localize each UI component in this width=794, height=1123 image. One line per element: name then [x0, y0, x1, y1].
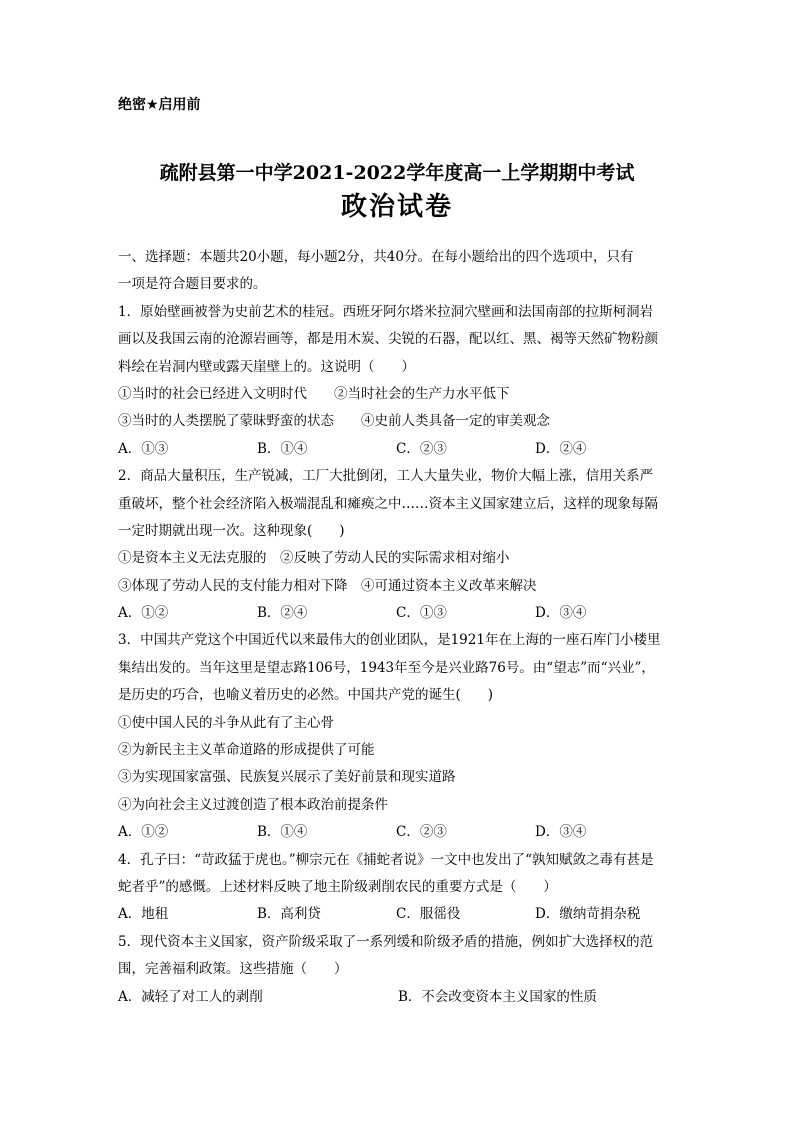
- section-instructions-line1: 一、选择题：本题共20小题，每小题2分，共40分。在每小题给出的四个选项中，只有: [118, 249, 634, 265]
- question-4: [118, 847, 678, 929]
- option-b: B．高利贷: [257, 906, 321, 923]
- option-a: A．减轻了对工人的剥削: [118, 988, 263, 1005]
- option-b: B．不会改变资本主义国家的性质: [398, 988, 597, 1005]
- option-d: D．③④: [535, 824, 587, 841]
- answer-options: [118, 901, 678, 928]
- statement-line: ③体现了劳动人民的支付能力相对下降 ④可通过资本主义改革来解决: [118, 577, 537, 594]
- answer-options: [118, 984, 678, 1011]
- question-1: [118, 299, 678, 463]
- option-a: A．地租: [118, 906, 169, 923]
- question-3: [118, 627, 678, 846]
- statement-line: ③当时的人类摆脱了蒙昧野蛮的状态 ④史前人类具备一定的审美观念: [118, 413, 550, 430]
- option-b: B．②④: [257, 605, 308, 622]
- statement-line: ③为实现国家富强、民族复兴展示了美好前景和现实道路: [118, 769, 456, 786]
- answer-options: [118, 600, 678, 627]
- exam-title: 疏附县第一中学2021-2022学年度高一上学期期中考试: [159, 162, 635, 184]
- option-d: D．②④: [535, 440, 587, 457]
- question-stem-line: 5．现代资本主义国家，资产阶级采取了一系列缓和阶级矛盾的措施，例如扩大选择权的范: [118, 933, 654, 950]
- option-b: B．①④: [257, 440, 308, 457]
- confidential-label: 绝密★启用前: [118, 97, 201, 113]
- statement-line: ④为向社会主义过渡创造了根本政治前提条件: [118, 796, 388, 813]
- question-stem-line: 蛇者乎”的感慨。上述材料反映了地主阶级剥削农民的重要方式是（ ）: [118, 878, 557, 895]
- exam-content: [118, 244, 678, 1011]
- option-a: A．①②: [118, 824, 169, 841]
- question-stem-line: 围，完善福利政策。这些措施（ ）: [118, 961, 348, 978]
- answer-options: [118, 436, 678, 463]
- statement-line: ①是资本主义无法克服的 ②反映了劳动人民的实际需求相对缩小: [118, 550, 510, 567]
- answer-options: [118, 819, 678, 846]
- question-stem-line: 1．原始壁画被誉为史前艺术的桂冠。西班牙阿尔塔米拉洞穴壁画和法国南部的拉斯柯洞岩: [118, 303, 654, 320]
- statement-line: ①使中国人民的斗争从此有了主心骨: [118, 714, 334, 731]
- question-stem-line: 重破坏，整个社会经济陷入极端混乱和瘫痪之中……资本主义国家建立后，这样的现象每隔: [118, 495, 658, 512]
- question-stem-line: 是历史的巧合，也喻义着历史的必然。中国共产党的诞生( ): [118, 687, 494, 704]
- option-c: C．②③: [396, 440, 447, 457]
- option-c: C．②③: [396, 824, 447, 841]
- question-stem-line: 3．中国共产党这个中国近代以来最伟大的创业团队，是1921年在上海的一座石库门小楼里: [118, 632, 661, 649]
- section-instructions-line2: 一项是符合题目要求的。: [118, 276, 267, 293]
- question-stem-line: 4．孔子曰：“苛政猛于虎也。”柳宗元在《捕蛇者说》一文中也发出了“孰知赋敛之毒有甚是: [118, 851, 654, 868]
- statement-line: ②为新民主主义革命道路的形成提供了可能: [118, 742, 375, 759]
- question-stem-line: 2．商品大量积压，生产锐减，工厂大批倒闭，工人大量失业，物价大幅上涨，信用关系严: [118, 468, 654, 485]
- option-a: A．①③: [118, 440, 169, 457]
- option-a: A．①②: [118, 605, 169, 622]
- question-stem-line: 料绘在岩洞内壁或露天崖壁上的。这说明（ ）: [118, 358, 415, 375]
- statement-line: ①当时的社会已经进入文明时代 ②当时社会的生产力水平低下: [118, 385, 510, 402]
- option-b: B．①④: [257, 824, 308, 841]
- option-d: D．缴纳苛捐杂税: [535, 906, 641, 923]
- option-c: C．①③: [396, 605, 447, 622]
- question-stem-line: 画以及我国云南的沧源岩画等，都是用木炭、尖锐的石器，配以红、黑、褐等天然矿物粉颜: [118, 331, 658, 348]
- exam-subject-title: 政治试卷: [340, 192, 453, 222]
- question-stem-line: 一定时期就出现一次。这种现象( ): [118, 522, 345, 539]
- option-d: D．③④: [535, 605, 587, 622]
- question-stem-line: 集结出发的。当年这里是望志路106号，1943年至今是兴业路76号。由“望志”而“兴业”，: [118, 659, 655, 676]
- question-2: [118, 463, 678, 627]
- option-c: C．服徭役: [396, 906, 461, 923]
- question-5: [118, 929, 678, 1011]
